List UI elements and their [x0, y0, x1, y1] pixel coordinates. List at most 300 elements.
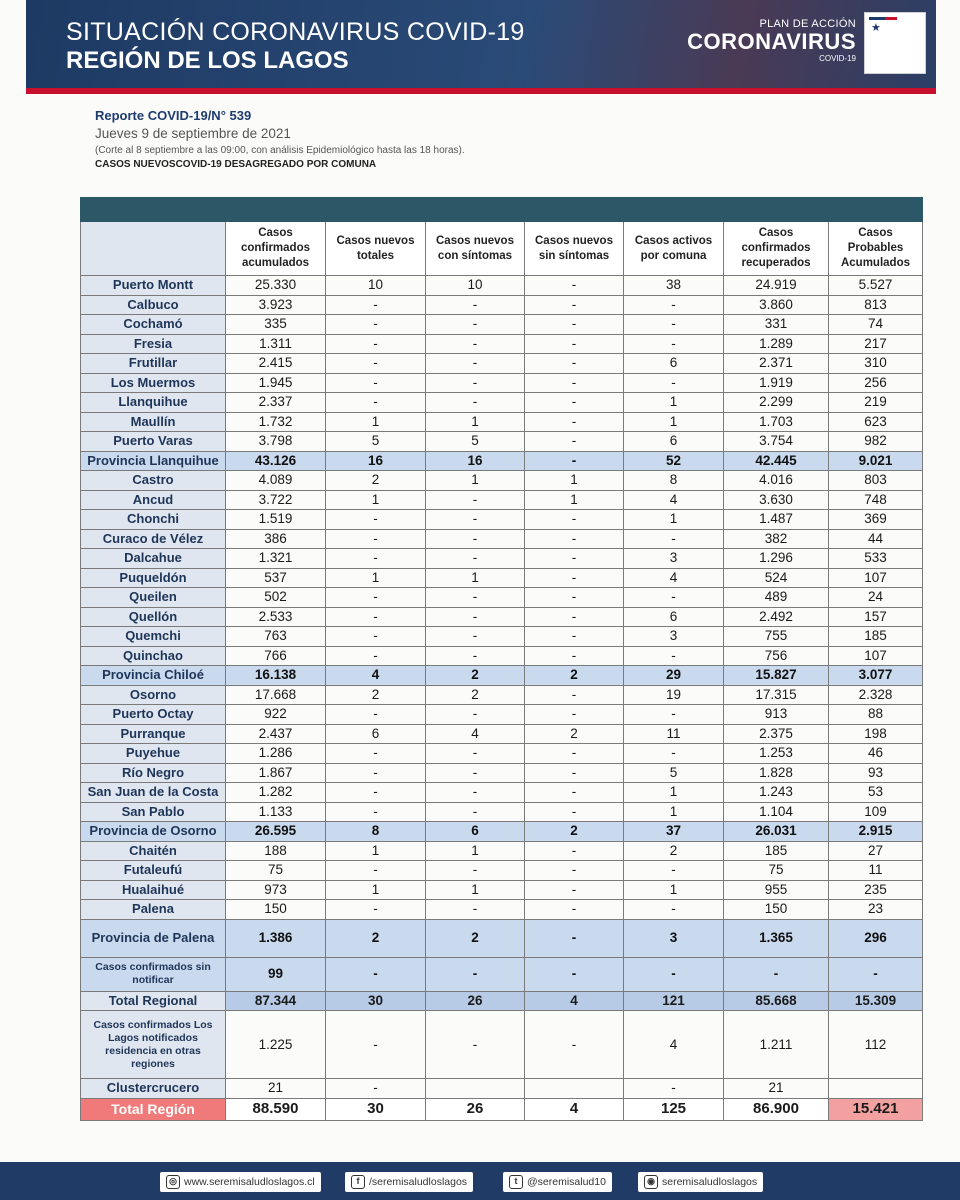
- value-cell: 2: [326, 471, 426, 491]
- header-cell: Casos confirmados recuperados: [724, 222, 829, 276]
- row-name-cell: Osorno: [81, 685, 226, 705]
- value-cell: 30: [326, 991, 426, 1011]
- value-cell: 3.860: [724, 295, 829, 315]
- value-cell: 185: [724, 841, 829, 861]
- value-cell: 533: [829, 549, 923, 569]
- value-cell: 1.828: [724, 763, 829, 783]
- value-cell: 3.923: [226, 295, 326, 315]
- value-cell: 10: [326, 276, 426, 296]
- province-row: [81, 451, 923, 471]
- value-cell: 1.365: [724, 919, 829, 957]
- value-cell: 109: [829, 802, 923, 822]
- value-cell: 86.900: [724, 1098, 829, 1120]
- value-cell: 382: [724, 529, 829, 549]
- value-cell: 17.315: [724, 685, 829, 705]
- table-row: [81, 802, 923, 822]
- value-cell: 46: [829, 744, 923, 764]
- value-cell: 3: [624, 627, 724, 647]
- row-name-cell: Río Negro: [81, 763, 226, 783]
- header-empty-cell: [81, 222, 226, 276]
- value-cell: 1: [326, 568, 426, 588]
- value-cell: 1: [426, 880, 525, 900]
- value-cell: 17.668: [226, 685, 326, 705]
- value-cell: 150: [226, 900, 326, 920]
- value-cell: 1: [426, 471, 525, 491]
- value-cell: -: [525, 744, 624, 764]
- value-cell: 42.445: [724, 451, 829, 471]
- twitter-link[interactable]: [503, 1172, 612, 1192]
- cases-table: [80, 197, 923, 1121]
- value-cell: 3.722: [226, 490, 326, 510]
- value-cell: -: [724, 957, 829, 991]
- value-cell: 335: [226, 315, 326, 335]
- value-cell: 2: [525, 724, 624, 744]
- value-cell: 1.289: [724, 334, 829, 354]
- value-cell: 1: [326, 880, 426, 900]
- province-row: [81, 1011, 923, 1079]
- table-row: [81, 744, 923, 764]
- value-cell: 235: [829, 880, 923, 900]
- value-cell: -: [326, 802, 426, 822]
- value-cell: 107: [829, 646, 923, 666]
- value-cell: -: [525, 568, 624, 588]
- value-cell: -: [426, 510, 525, 530]
- value-cell: -: [525, 607, 624, 627]
- value-cell: 26: [426, 1098, 525, 1120]
- value-cell: 1.386: [226, 919, 326, 957]
- table-row: [81, 334, 923, 354]
- value-cell: 16: [326, 451, 426, 471]
- row-name-cell: Puqueldón: [81, 568, 226, 588]
- value-cell: 1.311: [226, 334, 326, 354]
- value-cell: 2.492: [724, 607, 829, 627]
- table-row: [81, 432, 923, 452]
- value-cell: 2.337: [226, 393, 326, 413]
- table-row: [81, 490, 923, 510]
- value-cell: 112: [829, 1011, 923, 1079]
- row-name-cell: Maullín: [81, 412, 226, 432]
- row-name-cell: Curaco de Vélez: [81, 529, 226, 549]
- value-cell: 2: [624, 841, 724, 861]
- value-cell: 623: [829, 412, 923, 432]
- value-cell: -: [426, 861, 525, 881]
- value-cell: 5.527: [829, 276, 923, 296]
- value-cell: 6: [624, 607, 724, 627]
- value-cell: 26.031: [724, 822, 829, 842]
- report-cut-note: (Corte al 8 septiembre a las 09:00, con análisis Epidemiológico hasta las 18 horas).: [95, 145, 465, 156]
- value-cell: 24.919: [724, 276, 829, 296]
- twitter-icon: t: [509, 1175, 523, 1189]
- table-row: [81, 685, 923, 705]
- value-cell: -: [326, 1011, 426, 1079]
- header-banner: [26, 0, 936, 92]
- value-cell: 5: [426, 432, 525, 452]
- value-cell: 766: [226, 646, 326, 666]
- value-cell: -: [525, 705, 624, 725]
- value-cell: -: [326, 607, 426, 627]
- gobierno-logo: [864, 12, 926, 74]
- value-cell: 125: [624, 1098, 724, 1120]
- value-cell: 2.328: [829, 685, 923, 705]
- value-cell: 1: [426, 841, 525, 861]
- value-cell: 38: [624, 276, 724, 296]
- value-cell: -: [525, 549, 624, 569]
- value-cell: -: [525, 295, 624, 315]
- value-cell: -: [829, 957, 923, 991]
- report-date: Jueves 9 de septiembre de 2021: [95, 126, 291, 141]
- value-cell: -: [326, 627, 426, 647]
- value-cell: -: [426, 1011, 525, 1079]
- row-name-cell: Dalcahue: [81, 549, 226, 569]
- value-cell: 15.827: [724, 666, 829, 686]
- value-cell: -: [326, 393, 426, 413]
- footer-bar: [0, 1162, 960, 1200]
- table-row: [81, 1079, 923, 1099]
- row-name-cell: Fresia: [81, 334, 226, 354]
- website-text: www.seremisaludloslagos.cl: [184, 1176, 315, 1188]
- value-cell: 1.211: [724, 1011, 829, 1079]
- value-cell: 75: [724, 861, 829, 881]
- value-cell: -: [525, 529, 624, 549]
- row-name-cell: Casos confirmados sin notificar: [81, 957, 226, 991]
- value-cell: 1.133: [226, 802, 326, 822]
- table-row: [81, 627, 923, 647]
- row-name-cell: Purranque: [81, 724, 226, 744]
- value-cell: -: [525, 900, 624, 920]
- row-name-cell: Provincia de Palena: [81, 919, 226, 957]
- value-cell: -: [624, 705, 724, 725]
- value-cell: -: [326, 646, 426, 666]
- value-cell: -: [624, 334, 724, 354]
- value-cell: 29: [624, 666, 724, 686]
- instagram-text: seremisaludloslagos: [662, 1176, 758, 1188]
- value-cell: -: [525, 276, 624, 296]
- value-cell: -: [326, 588, 426, 608]
- value-cell: -: [326, 373, 426, 393]
- value-cell: -: [426, 549, 525, 569]
- value-cell: 537: [226, 568, 326, 588]
- value-cell: -: [426, 354, 525, 374]
- value-cell: 1: [624, 510, 724, 530]
- value-cell: 310: [829, 354, 923, 374]
- value-cell: 2.375: [724, 724, 829, 744]
- row-name-cell: Provincia Chiloé: [81, 666, 226, 686]
- value-cell: -: [426, 763, 525, 783]
- value-cell: -: [624, 295, 724, 315]
- value-cell: -: [525, 1011, 624, 1079]
- value-cell: -: [525, 841, 624, 861]
- province-row: [81, 666, 923, 686]
- value-cell: 755: [724, 627, 829, 647]
- row-name-cell: Total Región: [81, 1098, 226, 1120]
- value-cell: 26.595: [226, 822, 326, 842]
- value-cell: -: [326, 705, 426, 725]
- value-cell: 26: [426, 991, 525, 1011]
- value-cell: 1.225: [226, 1011, 326, 1079]
- value-cell: 6: [624, 354, 724, 374]
- value-cell: 23: [829, 900, 923, 920]
- header-cell: Casos Probables Acumulados: [829, 222, 923, 276]
- value-cell: 6: [624, 432, 724, 452]
- value-cell: -: [624, 588, 724, 608]
- header-cell: Casos nuevos totales: [326, 222, 426, 276]
- value-cell: 256: [829, 373, 923, 393]
- value-cell: 1.867: [226, 763, 326, 783]
- row-name-cell: San Pablo: [81, 802, 226, 822]
- table-top-bar: [81, 198, 923, 222]
- value-cell: -: [326, 529, 426, 549]
- value-cell: 296: [829, 919, 923, 957]
- value-cell: 25.330: [226, 276, 326, 296]
- value-cell: 1: [624, 393, 724, 413]
- value-cell: 502: [226, 588, 326, 608]
- value-cell: -: [624, 900, 724, 920]
- value-cell: -: [326, 315, 426, 335]
- plan-sub: COVID-19: [819, 54, 856, 63]
- value-cell: 1.243: [724, 783, 829, 803]
- value-cell: 44: [829, 529, 923, 549]
- plan-de-accion-logo: [656, 18, 856, 63]
- value-cell: -: [624, 315, 724, 335]
- row-name-cell: Provincia de Osorno: [81, 822, 226, 842]
- value-cell: 3.630: [724, 490, 829, 510]
- value-cell: 93: [829, 763, 923, 783]
- value-cell: 1: [525, 490, 624, 510]
- value-cell: 1.286: [226, 744, 326, 764]
- value-cell: -: [525, 627, 624, 647]
- value-cell: -: [426, 646, 525, 666]
- value-cell: -: [624, 744, 724, 764]
- table-row: [81, 529, 923, 549]
- table-header-row: [81, 222, 923, 276]
- row-name-cell: Frutillar: [81, 354, 226, 374]
- value-cell: -: [426, 393, 525, 413]
- value-cell: 74: [829, 315, 923, 335]
- value-cell: -: [426, 627, 525, 647]
- value-cell: -: [624, 529, 724, 549]
- value-cell: 2.915: [829, 822, 923, 842]
- value-cell: -: [326, 957, 426, 991]
- value-cell: 88: [829, 705, 923, 725]
- value-cell: 1.703: [724, 412, 829, 432]
- table-row: [81, 841, 923, 861]
- value-cell: -: [525, 783, 624, 803]
- value-cell: -: [525, 802, 624, 822]
- value-cell: 11: [624, 724, 724, 744]
- value-cell: 2.371: [724, 354, 829, 374]
- value-cell: 1.919: [724, 373, 829, 393]
- value-cell: 157: [829, 607, 923, 627]
- value-cell: 973: [226, 880, 326, 900]
- value-cell: -: [326, 295, 426, 315]
- table-row: [81, 880, 923, 900]
- value-cell: 217: [829, 334, 923, 354]
- value-cell: 1: [326, 412, 426, 432]
- value-cell: -: [426, 957, 525, 991]
- value-cell: -: [426, 295, 525, 315]
- row-name-cell: Quinchao: [81, 646, 226, 666]
- header-cell: Casos activos por comuna: [624, 222, 724, 276]
- table-row: [81, 900, 923, 920]
- value-cell: 53: [829, 783, 923, 803]
- value-cell: 99: [226, 957, 326, 991]
- value-cell: 1: [426, 412, 525, 432]
- row-name-cell: Chaitén: [81, 841, 226, 861]
- value-cell: 27: [829, 841, 923, 861]
- value-cell: -: [525, 880, 624, 900]
- value-cell: -: [525, 685, 624, 705]
- value-cell: 1.104: [724, 802, 829, 822]
- value-cell: 10: [426, 276, 525, 296]
- value-cell: 489: [724, 588, 829, 608]
- value-cell: 1: [326, 490, 426, 510]
- value-cell: 369: [829, 510, 923, 530]
- table-row: [81, 646, 923, 666]
- report-number: Reporte COVID-19/N° 539: [95, 108, 252, 123]
- value-cell: 21: [724, 1079, 829, 1099]
- value-cell: 30: [326, 1098, 426, 1120]
- table-row: [81, 510, 923, 530]
- value-cell: 2: [525, 666, 624, 686]
- row-name-cell: Castro: [81, 471, 226, 491]
- value-cell: -: [525, 451, 624, 471]
- row-name-cell: Llanquihue: [81, 393, 226, 413]
- value-cell: 11: [829, 861, 923, 881]
- value-cell: 21: [226, 1079, 326, 1099]
- row-name-cell: Puerto Varas: [81, 432, 226, 452]
- value-cell: 87.344: [226, 991, 326, 1011]
- value-cell: 15.309: [829, 991, 923, 1011]
- value-cell: -: [426, 900, 525, 920]
- value-cell: 2.415: [226, 354, 326, 374]
- facebook-icon: f: [351, 1175, 365, 1189]
- value-cell: -: [525, 588, 624, 608]
- province-row: [81, 822, 923, 842]
- value-cell: 16.138: [226, 666, 326, 686]
- value-cell: -: [426, 588, 525, 608]
- row-name-cell: Los Muermos: [81, 373, 226, 393]
- value-cell: -: [624, 373, 724, 393]
- value-cell: -: [426, 490, 525, 510]
- value-cell: 16: [426, 451, 525, 471]
- value-cell: -: [525, 510, 624, 530]
- value-cell: -: [326, 763, 426, 783]
- value-cell: 4.016: [724, 471, 829, 491]
- table-row: [81, 549, 923, 569]
- table-row: [81, 412, 923, 432]
- row-name-cell: Chonchi: [81, 510, 226, 530]
- row-name-cell: San Juan de la Costa: [81, 783, 226, 803]
- plan-label: PLAN DE ACCIÓN: [759, 18, 856, 30]
- value-cell: 763: [226, 627, 326, 647]
- row-name-cell: Cochamó: [81, 315, 226, 335]
- table-row: [81, 783, 923, 803]
- value-cell: 150: [724, 900, 829, 920]
- value-cell: 88.590: [226, 1098, 326, 1120]
- value-cell: [829, 1079, 923, 1099]
- web-icon: ◎: [166, 1175, 180, 1189]
- value-cell: 1: [624, 880, 724, 900]
- value-cell: 2: [426, 919, 525, 957]
- instagram-link[interactable]: [638, 1172, 763, 1192]
- value-cell: 2: [426, 685, 525, 705]
- website-link[interactable]: [160, 1172, 321, 1192]
- value-cell: 813: [829, 295, 923, 315]
- value-cell: 2.299: [724, 393, 829, 413]
- value-cell: 756: [724, 646, 829, 666]
- value-cell: 2: [525, 822, 624, 842]
- value-cell: -: [525, 957, 624, 991]
- row-name-cell: Total Regional: [81, 991, 226, 1011]
- value-cell: -: [525, 861, 624, 881]
- value-cell: -: [525, 432, 624, 452]
- value-cell: 4: [326, 666, 426, 686]
- value-cell: 1.945: [226, 373, 326, 393]
- value-cell: -: [326, 861, 426, 881]
- value-cell: 4: [624, 490, 724, 510]
- value-cell: 2: [326, 685, 426, 705]
- value-cell: 982: [829, 432, 923, 452]
- value-cell: 219: [829, 393, 923, 413]
- table-row: [81, 705, 923, 725]
- value-cell: 1.282: [226, 783, 326, 803]
- value-cell: 121: [624, 991, 724, 1011]
- row-name-cell: Hualaihué: [81, 880, 226, 900]
- value-cell: -: [326, 900, 426, 920]
- value-cell: -: [525, 315, 624, 335]
- value-cell: 198: [829, 724, 923, 744]
- facebook-link[interactable]: [345, 1172, 473, 1192]
- header-red-stripe: [26, 88, 936, 94]
- value-cell: 2: [426, 666, 525, 686]
- value-cell: [525, 1079, 624, 1099]
- value-cell: 1.253: [724, 744, 829, 764]
- value-cell: 4: [624, 568, 724, 588]
- table-row: [81, 607, 923, 627]
- value-cell: -: [326, 510, 426, 530]
- value-cell: 4.089: [226, 471, 326, 491]
- value-cell: -: [326, 354, 426, 374]
- value-cell: -: [525, 763, 624, 783]
- value-cell: 1: [426, 568, 525, 588]
- value-cell: -: [326, 549, 426, 569]
- header-cell: Casos nuevos con síntomas: [426, 222, 525, 276]
- value-cell: -: [525, 334, 624, 354]
- value-cell: -: [326, 783, 426, 803]
- value-cell: 1.296: [724, 549, 829, 569]
- value-cell: 8: [624, 471, 724, 491]
- value-cell: 803: [829, 471, 923, 491]
- row-name-cell: Ancud: [81, 490, 226, 510]
- value-cell: -: [326, 1079, 426, 1099]
- report-heading: [95, 107, 795, 172]
- row-name-cell: Casos confirmados Los Lagos notificados residencia en otras regiones: [81, 1011, 226, 1079]
- value-cell: 15.421: [829, 1098, 923, 1120]
- value-cell: -: [426, 783, 525, 803]
- value-cell: 8: [326, 822, 426, 842]
- value-cell: 107: [829, 568, 923, 588]
- row-name-cell: Queilen: [81, 588, 226, 608]
- value-cell: 75: [226, 861, 326, 881]
- plan-brand: CORONAVIRUS: [687, 29, 856, 54]
- row-name-cell: Puerto Octay: [81, 705, 226, 725]
- value-cell: 5: [326, 432, 426, 452]
- title-line-1: SITUACIÓN CORONAVIRUS COVID-19: [66, 18, 525, 46]
- value-cell: 4: [624, 1011, 724, 1079]
- row-name-cell: Palena: [81, 900, 226, 920]
- table-row: [81, 295, 923, 315]
- value-cell: -: [426, 705, 525, 725]
